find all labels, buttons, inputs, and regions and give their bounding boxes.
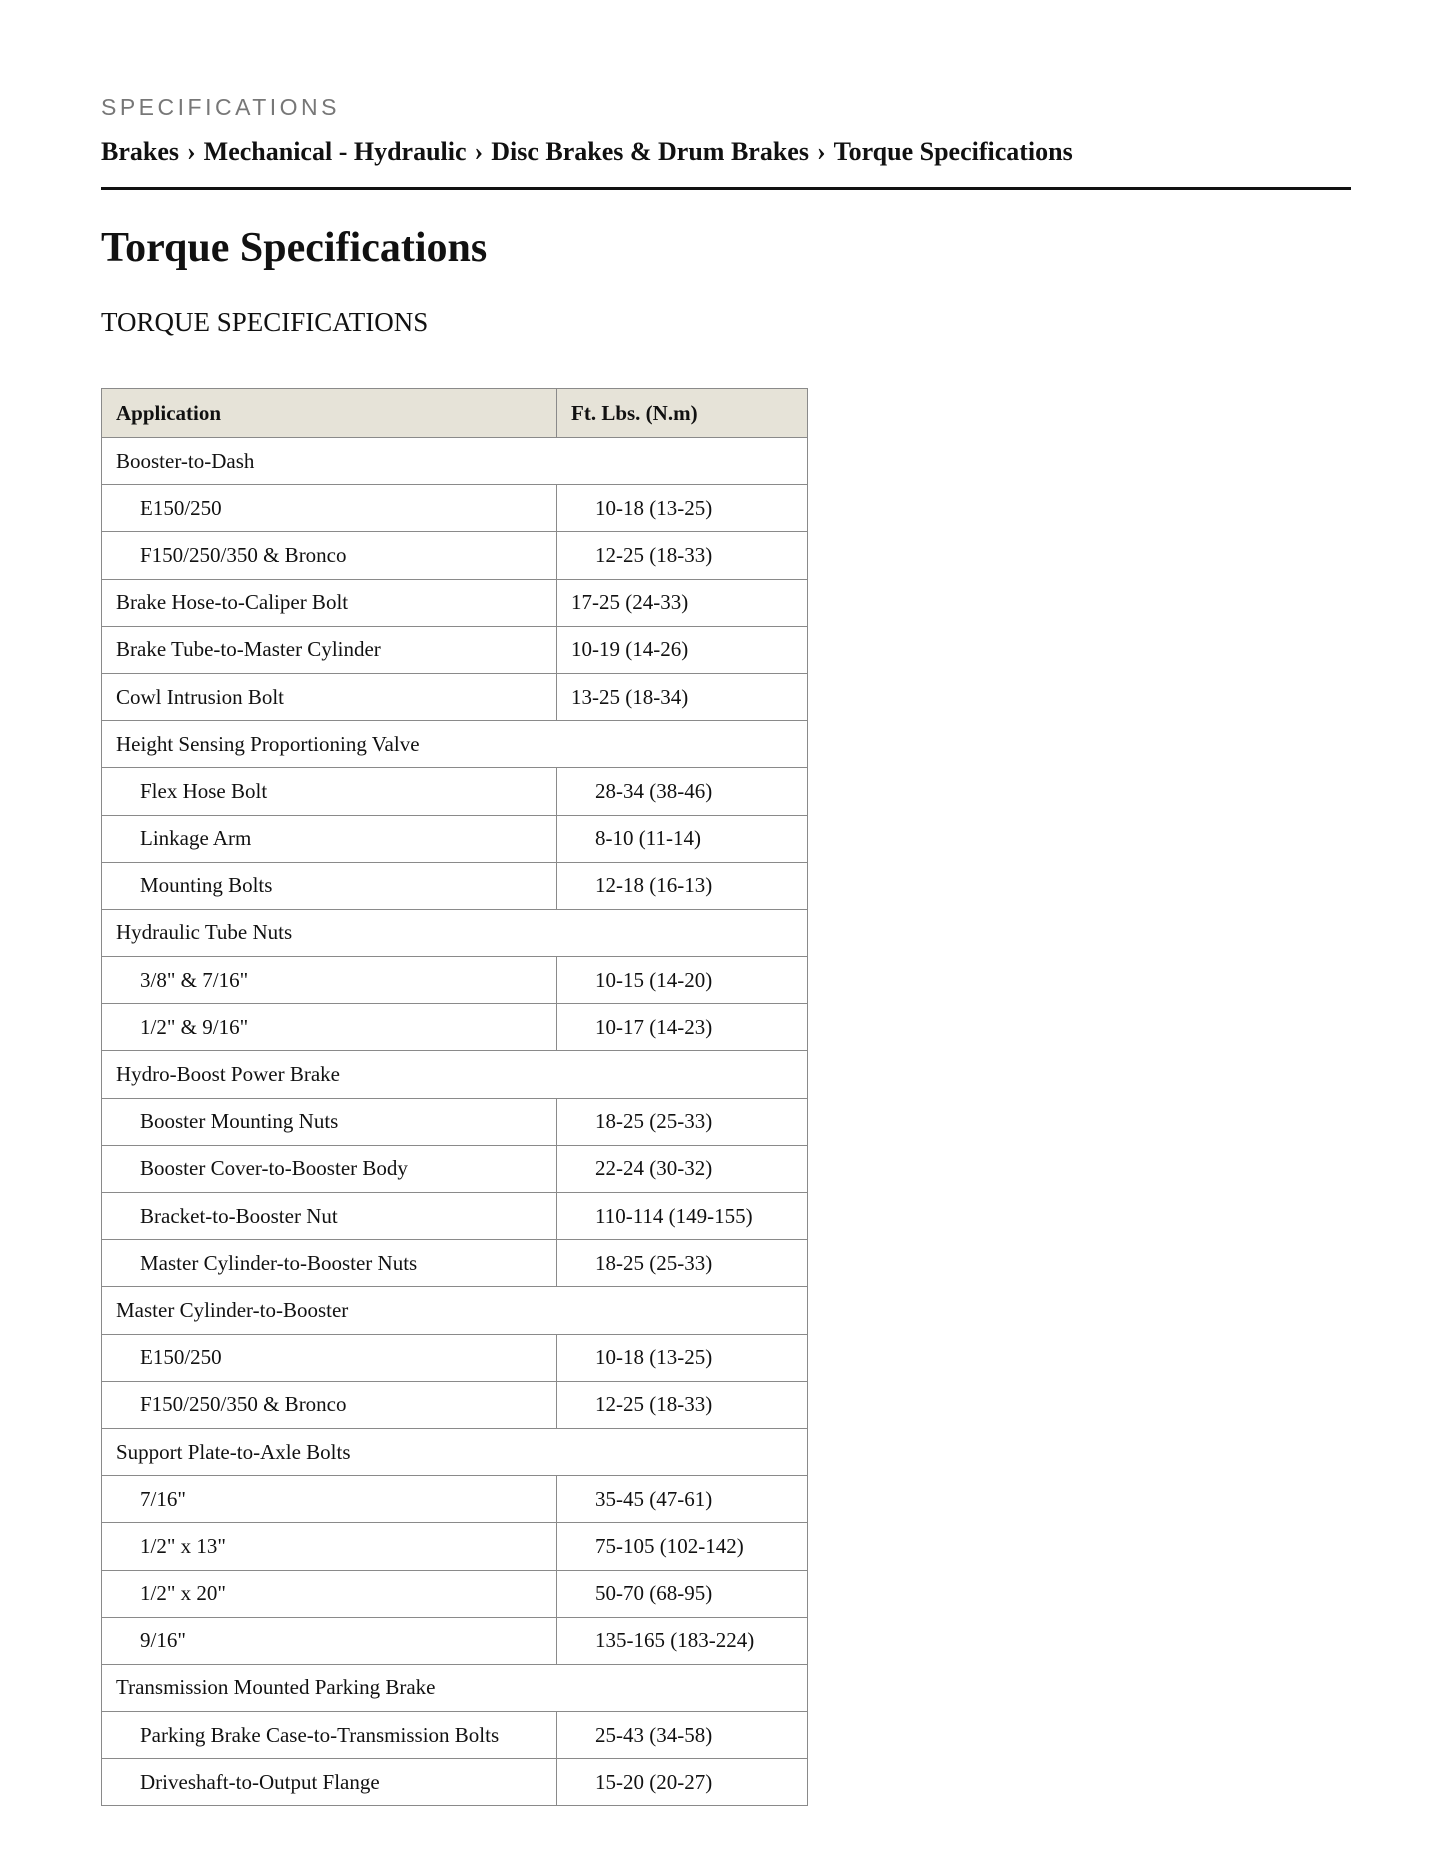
torque-value-cell: 12-25 (18-33) [557, 1381, 808, 1428]
table-row [102, 673, 808, 720]
torque-value-cell: 10-18 (13-25) [557, 485, 808, 532]
application-cell: Bracket-to-Booster Nut [102, 1193, 557, 1240]
group-label: Hydro-Boost Power Brake [102, 1051, 808, 1098]
application-cell: Booster Mounting Nuts [102, 1098, 557, 1145]
group-label: Support Plate-to-Axle Bolts [102, 1428, 808, 1475]
torque-spec-table [101, 388, 808, 1806]
table-row [102, 1145, 808, 1192]
application-cell: 1/2" x 13" [102, 1523, 557, 1570]
breadcrumb-item-disc-drum-brakes[interactable]: Disc Brakes & Drum Brakes [491, 137, 809, 166]
application-cell: 1/2" & 9/16" [102, 1004, 557, 1051]
breadcrumb-item-torque-specifications: Torque Specifications [833, 137, 1073, 166]
torque-value-cell: 12-25 (18-33) [557, 532, 808, 579]
table-group-row [102, 909, 808, 956]
torque-value-cell: 10-18 (13-25) [557, 1334, 808, 1381]
torque-value-cell: 28-34 (38-46) [557, 768, 808, 815]
table-row [102, 1381, 808, 1428]
table-row [102, 1004, 808, 1051]
table-group-row [102, 438, 808, 485]
application-cell: Mounting Bolts [102, 862, 557, 909]
table-row [102, 957, 808, 1004]
torque-value-cell: 22-24 (30-32) [557, 1145, 808, 1192]
breadcrumb-separator: › [474, 137, 484, 166]
column-header-torque: Ft. Lbs. (N.m) [557, 389, 808, 438]
group-label: Transmission Mounted Parking Brake [102, 1664, 808, 1711]
table-row [102, 768, 808, 815]
torque-value-cell: 12-18 (16-13) [557, 862, 808, 909]
torque-value-cell: 50-70 (68-95) [557, 1570, 808, 1617]
torque-value-cell: 18-25 (25-33) [557, 1240, 808, 1287]
header-divider [101, 187, 1351, 190]
table-row [102, 1617, 808, 1664]
application-cell: F150/250/350 & Bronco [102, 1381, 557, 1428]
group-label: Master Cylinder-to-Booster [102, 1287, 808, 1334]
column-header-application: Application [102, 389, 557, 438]
torque-value-cell: 35-45 (47-61) [557, 1476, 808, 1523]
breadcrumb-separator: › [187, 137, 196, 166]
table-group-row [102, 1428, 808, 1475]
table-row [102, 1240, 808, 1287]
group-label: Height Sensing Proportioning Valve [102, 721, 808, 768]
table-row [102, 626, 808, 673]
table-row [102, 532, 808, 579]
table-row [102, 862, 808, 909]
application-cell: Cowl Intrusion Bolt [102, 673, 557, 720]
application-cell: 1/2" x 20" [102, 1570, 557, 1617]
application-cell: E150/250 [102, 1334, 557, 1381]
torque-value-cell: 17-25 (24-33) [557, 579, 808, 626]
application-cell: Linkage Arm [102, 815, 557, 862]
torque-value-cell: 25-43 (34-58) [557, 1712, 808, 1759]
group-label: Hydraulic Tube Nuts [102, 909, 808, 956]
application-cell: 7/16" [102, 1476, 557, 1523]
table-row [102, 1523, 808, 1570]
table-header-row [102, 389, 808, 438]
torque-value-cell: 135-165 (183-224) [557, 1617, 808, 1664]
torque-value-cell: 8-10 (11-14) [557, 815, 808, 862]
application-cell: Booster Cover-to-Booster Body [102, 1145, 557, 1192]
section-label: SPECIFICATIONS [101, 94, 340, 120]
breadcrumb-item-mechanical-hydraulic[interactable]: Mechanical - Hydraulic [203, 137, 467, 166]
torque-value-cell: 10-17 (14-23) [557, 1004, 808, 1051]
table-row [102, 1476, 808, 1523]
breadcrumb-separator: › [816, 137, 826, 166]
application-cell: Brake Hose-to-Caliper Bolt [102, 579, 557, 626]
breadcrumb-item-brakes[interactable]: Brakes [101, 137, 179, 166]
application-cell: 3/8" & 7/16" [102, 957, 557, 1004]
application-cell: Brake Tube-to-Master Cylinder [102, 626, 557, 673]
application-cell: Parking Brake Case-to-Transmission Bolts [102, 1712, 557, 1759]
application-cell: 9/16" [102, 1617, 557, 1664]
application-cell: Driveshaft-to-Output Flange [102, 1759, 557, 1806]
breadcrumb [101, 137, 1073, 167]
group-label: Booster-to-Dash [102, 438, 808, 485]
table-group-row [102, 721, 808, 768]
table-group-row [102, 1287, 808, 1334]
page-title: Torque Specifications [101, 225, 488, 271]
application-cell: Master Cylinder-to-Booster Nuts [102, 1240, 557, 1287]
torque-value-cell: 75-105 (102-142) [557, 1523, 808, 1570]
table-row [102, 579, 808, 626]
table-row [102, 1193, 808, 1240]
section-subheading: TORQUE SPECIFICATIONS [101, 307, 429, 337]
table-group-row [102, 1051, 808, 1098]
table-group-row [102, 1664, 808, 1711]
torque-value-cell: 18-25 (25-33) [557, 1098, 808, 1145]
table-row [102, 1334, 808, 1381]
table-body [102, 438, 808, 1806]
table-row [102, 1098, 808, 1145]
application-cell: F150/250/350 & Bronco [102, 532, 557, 579]
table-row [102, 1570, 808, 1617]
application-cell: E150/250 [102, 485, 557, 532]
table-row [102, 1712, 808, 1759]
application-cell: Flex Hose Bolt [102, 768, 557, 815]
table-row [102, 815, 808, 862]
torque-value-cell: 13-25 (18-34) [557, 673, 808, 720]
torque-value-cell: 15-20 (20-27) [557, 1759, 808, 1806]
torque-value-cell: 10-15 (14-20) [557, 957, 808, 1004]
torque-value-cell: 10-19 (14-26) [557, 626, 808, 673]
table-row [102, 485, 808, 532]
table-row [102, 1759, 808, 1806]
torque-value-cell: 110-114 (149-155) [557, 1193, 808, 1240]
